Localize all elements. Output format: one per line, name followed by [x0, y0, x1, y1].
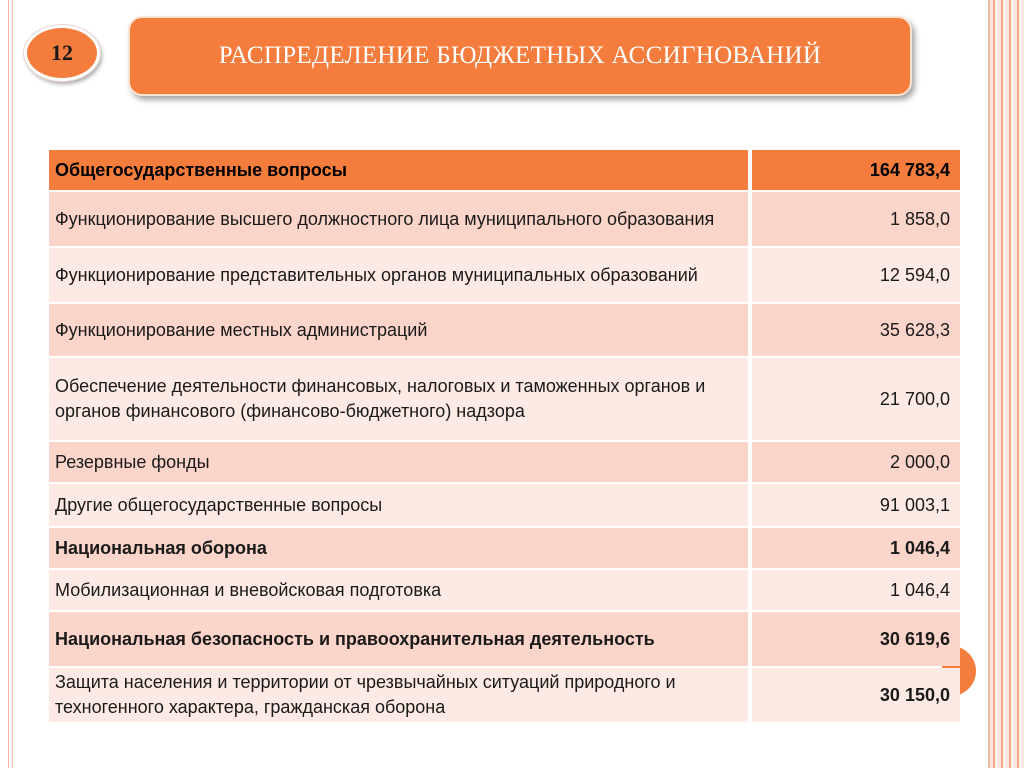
slide-title: РАСПРЕДЕЛЕНИЕ БЮДЖЕТНЫХ АССИГНОВАНИЙ	[218, 42, 822, 69]
row-value: 1 046,4	[752, 528, 960, 568]
left-frame-line	[12, 0, 13, 768]
page-number-badge	[24, 25, 100, 81]
row-label: Функционирование местных администраций	[49, 304, 752, 356]
row-label: Обеспечение деятельности финансовых, налоговых и таможенных органов и органов финансового (финансово-бюджетного) надзора	[49, 358, 752, 440]
row-label: Национальная оборона	[49, 528, 752, 568]
row-label: Мобилизационная и вневойсковая подготовка	[49, 570, 752, 610]
table-row	[49, 192, 960, 246]
row-label: Функционирование высшего должностного лица муниципального образования	[49, 192, 752, 246]
row-label: Другие общегосударственные вопросы	[49, 484, 752, 526]
row-label: Национальная безопасность и правоохранительная деятельность	[49, 612, 752, 666]
left-frame-line	[8, 0, 9, 768]
table-row	[49, 442, 960, 482]
row-label: Резервные фонды	[49, 442, 752, 482]
table-row	[49, 304, 960, 356]
page-number: 12	[51, 40, 73, 65]
table-row-national-defense	[49, 528, 960, 568]
row-value: 30 619,6	[752, 612, 960, 666]
title-banner	[128, 16, 912, 96]
table-row-general-issues	[49, 150, 960, 190]
row-value: 12 594,0	[752, 248, 960, 302]
table-row	[49, 570, 960, 610]
table-row	[49, 358, 960, 440]
row-value: 1 858,0	[752, 192, 960, 246]
row-label: Общегосударственные вопросы	[49, 150, 752, 190]
row-value: 91 003,1	[752, 484, 960, 526]
table-row	[49, 248, 960, 302]
row-value: 30 150,0	[752, 668, 960, 722]
row-value: 21 700,0	[752, 358, 960, 440]
budget-table	[49, 148, 960, 724]
row-value: 164 783,4	[752, 150, 960, 190]
table-row	[49, 668, 960, 722]
right-decorative-stripes	[990, 0, 1024, 768]
row-value: 35 628,3	[752, 304, 960, 356]
table-row-national-security	[49, 612, 960, 666]
row-label: Защита населения и территории от чрезвычайных ситуаций природного и техногенного характера, гражданская оборона	[49, 668, 752, 722]
row-label: Функционирование представительных органов муниципальных образований	[49, 248, 752, 302]
row-value: 2 000,0	[752, 442, 960, 482]
table-row	[49, 484, 960, 526]
row-value: 1 046,4	[752, 570, 960, 610]
